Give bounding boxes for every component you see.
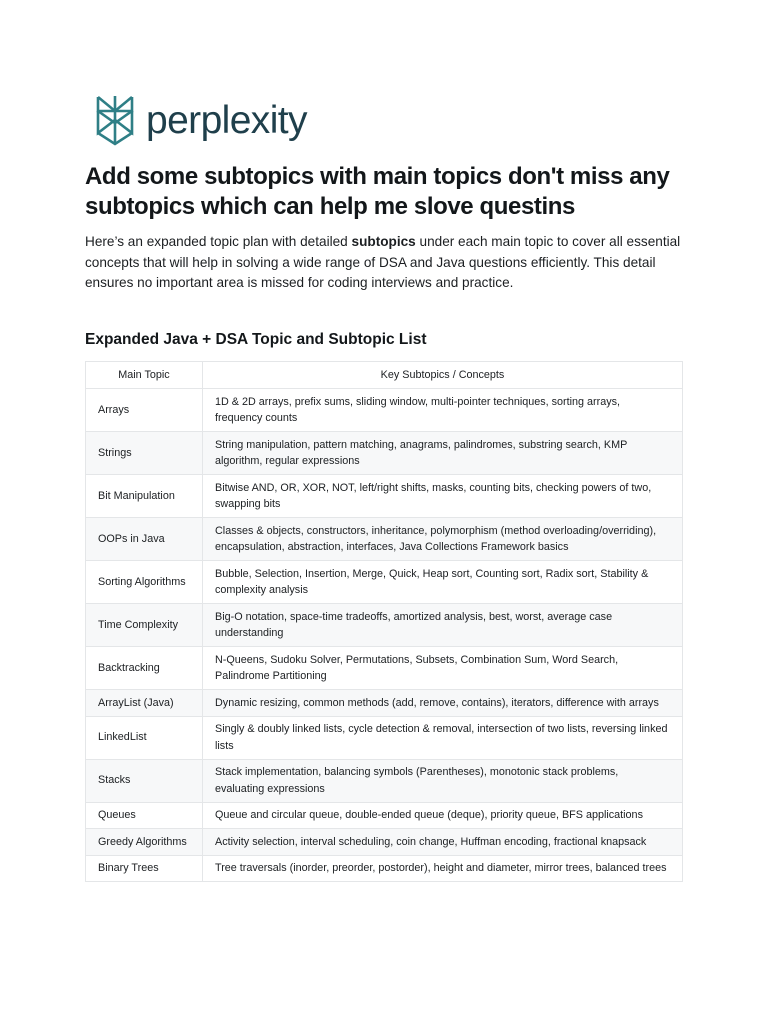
table-row — [86, 518, 683, 561]
table-header-row — [86, 362, 683, 389]
main-topic-cell: Backtracking — [86, 647, 203, 690]
table-row — [86, 716, 683, 759]
intro-bold-term: subtopics — [351, 234, 416, 249]
intro-text-start: Here’s an expanded topic plan with detailed — [85, 234, 352, 249]
main-topic-cell: Greedy Algorithms — [86, 829, 203, 856]
subtopics-cell: N-Queens, Sudoku Solver, Permutations, Subsets, Combination Sum, Word Search, Palindrome Partitioning — [203, 647, 683, 690]
main-topic-cell: Stacks — [86, 759, 203, 802]
table-row — [86, 561, 683, 604]
subtopics-cell: Activity selection, interval scheduling, coin change, Huffman encoding, fractional knapsack — [203, 829, 683, 856]
subtopics-cell: Bubble, Selection, Insertion, Merge, Quick, Heap sort, Counting sort, Radix sort, Stability & complexity analysis — [203, 561, 683, 604]
table-row — [86, 802, 683, 829]
subtopics-cell: Singly & doubly linked lists, cycle detection & removal, intersection of two lists, reversing linked lists — [203, 716, 683, 759]
table-row — [86, 759, 683, 802]
perplexity-logo — [94, 94, 307, 146]
subtopics-cell: 1D & 2D arrays, prefix sums, sliding window, multi-pointer techniques, sorting arrays, frequency counts — [203, 389, 683, 432]
main-topic-cell: Time Complexity — [86, 604, 203, 647]
main-topic-cell: Sorting Algorithms — [86, 561, 203, 604]
main-topic-cell: Queues — [86, 802, 203, 829]
brand-wordmark: perplexity — [146, 98, 307, 142]
table-row — [86, 647, 683, 690]
main-topic-cell: Binary Trees — [86, 855, 203, 882]
perplexity-logo-icon — [94, 94, 136, 146]
table-row — [86, 432, 683, 475]
page-title: Add some subtopics with main topics don't miss any subtopics which can help me slove questins — [85, 163, 670, 220]
table-row — [86, 389, 683, 432]
main-topic-cell: OOPs in Java — [86, 518, 203, 561]
table-row — [86, 475, 683, 518]
intro-paragraph — [85, 232, 685, 294]
main-topic-cell: Bit Manipulation — [86, 475, 203, 518]
section-heading: Expanded Java + DSA Topic and Subtopic List — [85, 331, 427, 348]
table-row — [86, 829, 683, 856]
table-row — [86, 855, 683, 882]
table-row — [86, 604, 683, 647]
table-row — [86, 690, 683, 717]
subtopics-cell: Big-O notation, space-time tradeoffs, amortized analysis, best, worst, average case understanding — [203, 604, 683, 647]
main-topic-cell: Arrays — [86, 389, 203, 432]
subtopics-cell: String manipulation, pattern matching, anagrams, palindromes, substring search, KMP algorithm, regular expressions — [203, 432, 683, 475]
subtopics-cell: Classes & objects, constructors, inheritance, polymorphism (method overloading/overriding), encapsulation, abstraction, interfaces, Java Collections Framework basics — [203, 518, 683, 561]
subtopics-cell: Queue and circular queue, double-ended queue (deque), priority queue, BFS applications — [203, 802, 683, 829]
subtopics-cell: Dynamic resizing, common methods (add, remove, contains), iterators, difference with arrays — [203, 690, 683, 717]
main-topic-cell: LinkedList — [86, 716, 203, 759]
column-header-subtopics: Key Subtopics / Concepts — [203, 362, 683, 389]
main-topic-cell: Strings — [86, 432, 203, 475]
subtopics-cell: Tree traversals (inorder, preorder, postorder), height and diameter, mirror trees, balanced trees — [203, 855, 683, 882]
topics-table — [85, 361, 683, 882]
main-topic-cell: ArrayList (Java) — [86, 690, 203, 717]
subtopics-cell: Stack implementation, balancing symbols (Parentheses), monotonic stack problems, evaluating expressions — [203, 759, 683, 802]
table-body — [86, 389, 683, 882]
column-header-main-topic: Main Topic — [86, 362, 203, 389]
intro-text-end: under each main topic to cover all essential concepts that will help in solving a wide range of DSA and Java questions efficiently. This detail ensures no important area is missed for coding interviews and practice. — [85, 234, 681, 290]
subtopics-cell: Bitwise AND, OR, XOR, NOT, left/right shifts, masks, counting bits, checking powers of two, swapping bits — [203, 475, 683, 518]
